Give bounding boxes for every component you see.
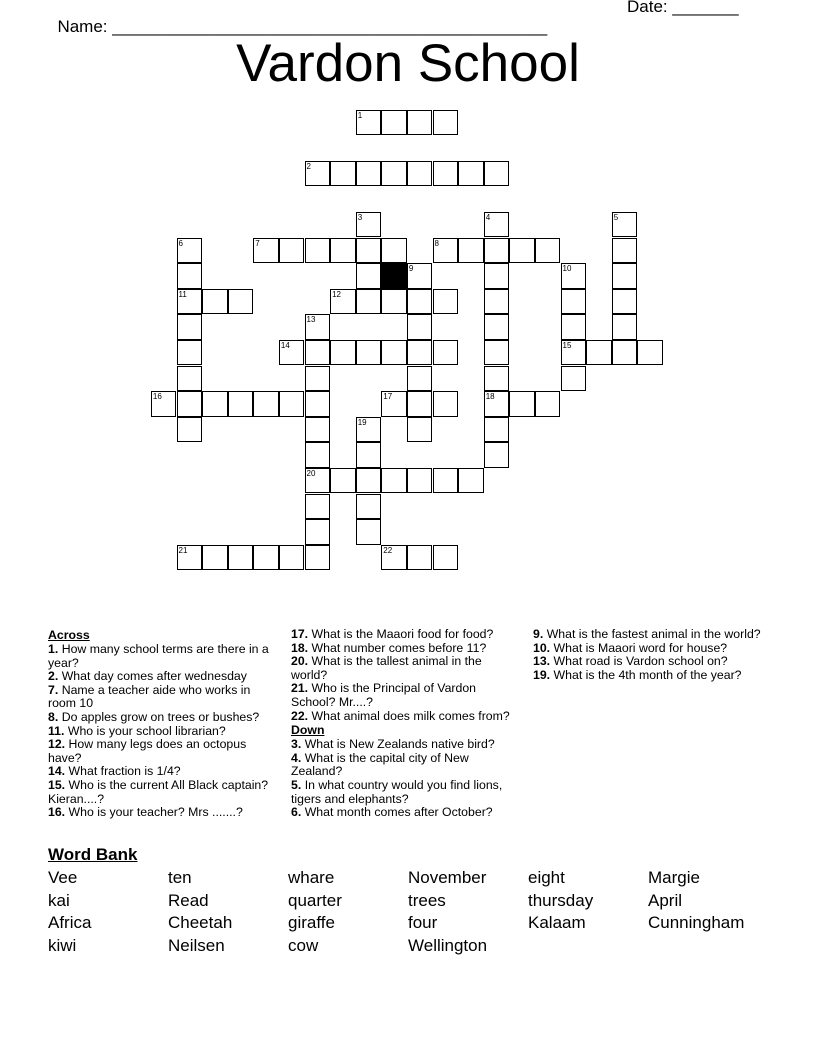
clue-text: What is New Zealands native bird? (304, 737, 495, 752)
grid-cell[interactable] (177, 263, 203, 289)
clue-item (48, 765, 278, 779)
clue-item (533, 669, 763, 683)
word-bank-word: kai (48, 890, 70, 910)
grid-cell[interactable] (407, 314, 433, 340)
clue-item (48, 806, 278, 820)
clue-text: In what country would you find lions, tigers and elephants? (291, 777, 503, 806)
grid-cell[interactable] (253, 391, 279, 417)
clue-number: 19 (357, 417, 367, 427)
grid-cell[interactable] (305, 161, 331, 187)
clue-number: 20. (291, 654, 309, 669)
word-bank-word: Africa (48, 913, 92, 933)
word-bank-word: four (408, 913, 438, 933)
grid-cell[interactable] (561, 366, 587, 392)
grid-cell[interactable] (356, 519, 382, 545)
grid-cell[interactable] (484, 340, 510, 366)
clue-text: Who is the Principal of Vardon School? Mr....? (291, 681, 477, 709)
clue-number: 18. (291, 640, 309, 655)
clue-text: How many school terms are there in a year? (48, 642, 269, 670)
clue-number: 15 (562, 340, 572, 350)
clue-number: 13. (533, 654, 551, 669)
clue-item (291, 779, 521, 806)
clue-item (48, 779, 278, 806)
clue-item (291, 738, 521, 752)
clue-text: What number comes before 11? (311, 640, 487, 655)
grid-cell[interactable] (177, 289, 203, 315)
clue-number: 17 (383, 392, 393, 402)
clue-number: 14. (48, 764, 66, 779)
grid-cell[interactable] (279, 391, 305, 417)
clue-number: 12. (48, 737, 66, 752)
grid-cell[interactable] (484, 289, 510, 315)
clue-number: 5. (291, 777, 302, 792)
grid-cell[interactable] (484, 212, 510, 238)
grid-cell[interactable] (484, 238, 510, 264)
clue-number: 3 (357, 212, 363, 222)
grid-cell[interactable] (407, 366, 433, 392)
clue-number: 10. (533, 640, 551, 655)
clue-text: What day comes after wednesday (61, 669, 247, 684)
grid-cell[interactable] (484, 417, 510, 443)
grid-cell[interactable] (279, 545, 305, 571)
grid-cell[interactable] (305, 468, 331, 494)
grid-cell[interactable] (407, 468, 433, 494)
grid-cell[interactable] (356, 110, 382, 136)
grid-cell[interactable] (177, 340, 203, 366)
clue-number: 1. (48, 642, 59, 656)
word-bank-word: whare (288, 868, 335, 887)
clue-number: 6. (291, 805, 302, 820)
grid-cell[interactable] (561, 263, 587, 289)
clue-text: What is the fastest animal in the world? (546, 627, 761, 641)
grid-cell[interactable] (305, 494, 331, 520)
grid-cell[interactable] (612, 238, 638, 264)
grid-cell[interactable] (612, 314, 638, 340)
grid-cell[interactable] (330, 340, 356, 366)
grid-cell[interactable] (381, 289, 407, 315)
grid-cell[interactable] (561, 289, 587, 315)
grid-cell[interactable] (381, 468, 407, 494)
grid-cell[interactable] (228, 391, 254, 417)
clue-number: 13 (306, 315, 316, 325)
grid-cell[interactable] (407, 289, 433, 315)
clue-text: Who is your school librarian? (67, 723, 226, 738)
clue-number: 11 (178, 289, 187, 299)
grid-cell[interactable] (433, 161, 459, 187)
clue-item (48, 738, 278, 765)
word-bank-title: Word Bank (48, 845, 138, 864)
word-bank-word: Neilsen (168, 936, 225, 956)
clue-number: 22 (383, 545, 393, 555)
grid-cell[interactable] (407, 417, 433, 443)
grid-cell[interactable] (305, 366, 331, 392)
grid-cell[interactable] (381, 161, 407, 187)
clue-number: 19. (533, 667, 551, 682)
clue-number: 6 (178, 238, 183, 248)
grid-cell[interactable] (433, 391, 459, 417)
clues-column-2 (291, 628, 521, 820)
word-bank-word: Read (168, 890, 209, 910)
clue-text: Who is your teacher? Mrs .......? (68, 805, 243, 820)
grid-cell[interactable] (433, 468, 459, 494)
word-bank-word: Cheetah (168, 913, 233, 933)
grid-cell[interactable] (177, 314, 203, 340)
name-field-label[interactable]: Name: ______________________________________________ (57, 17, 548, 36)
clue-item (291, 642, 521, 656)
clue-text: What fraction is 1/4? (68, 764, 181, 779)
clue-item (48, 684, 278, 711)
grid-cell[interactable] (458, 468, 484, 494)
clue-text: What road is Vardon school on? (553, 654, 728, 669)
clue-text: Name a teacher aide who works in room 10 (48, 682, 251, 711)
grid-cell[interactable] (433, 238, 459, 264)
word-bank-word: April (648, 890, 683, 910)
grid-cell[interactable] (561, 340, 587, 366)
grid-cell[interactable] (535, 391, 561, 417)
down-heading: Down (291, 723, 325, 738)
grid-cell[interactable] (381, 238, 407, 264)
grid-cell[interactable] (381, 391, 407, 417)
grid-cell[interactable] (484, 314, 510, 340)
grid-cell[interactable] (253, 545, 279, 571)
grid-cell[interactable] (330, 468, 356, 494)
clue-number: 16 (152, 392, 162, 402)
grid-cell[interactable] (305, 442, 331, 468)
word-bank-word: quarter (288, 890, 342, 910)
clue-number: 3. (291, 737, 302, 752)
grid-cell[interactable] (177, 366, 203, 392)
across-heading: Across (48, 628, 90, 642)
grid-cell[interactable] (151, 391, 177, 417)
clue-text: What month comes after October? (304, 805, 493, 820)
word-bank-word: Vee (48, 868, 78, 887)
grid-cell[interactable] (228, 289, 254, 315)
grid-cell[interactable] (484, 366, 510, 392)
clue-number: 8. (48, 709, 59, 724)
grid-cell[interactable] (356, 289, 382, 315)
clue-item (291, 710, 521, 724)
clue-number: 21 (178, 545, 188, 555)
grid-cell[interactable] (484, 263, 510, 289)
grid-cell[interactable] (177, 238, 203, 264)
word-bank-word: Kalaam (528, 913, 586, 933)
grid-cell[interactable] (407, 161, 433, 187)
clue-text: What is the capital city of New Zealand? (291, 750, 469, 779)
grid-cell[interactable] (305, 391, 331, 417)
clue-text: Do apples grow on trees or bushes? (61, 709, 260, 724)
clue-text: What is the tallest animal in the world? (291, 654, 482, 682)
grid-cell[interactable] (330, 238, 356, 264)
word-bank-word: kiwi (48, 936, 77, 956)
grid-cell[interactable] (305, 314, 331, 340)
clue-number: 17. (291, 627, 309, 641)
grid-cell[interactable] (177, 545, 203, 571)
grid-cell[interactable] (407, 110, 433, 136)
grid-cell[interactable] (433, 110, 459, 136)
clue-number: 4 (485, 212, 491, 222)
grid-cell[interactable] (177, 417, 203, 443)
clue-item (533, 628, 763, 642)
grid-cell[interactable] (612, 289, 638, 315)
grid-cell[interactable] (356, 494, 382, 520)
black-cell (381, 263, 407, 289)
clue-item (291, 752, 521, 779)
grid-cell[interactable] (484, 161, 510, 187)
clue-item (48, 643, 278, 670)
clue-number: 15. (48, 777, 66, 792)
clue-number: 4. (291, 750, 302, 765)
word-bank-word: ten (168, 868, 192, 887)
clue-number: 9 (408, 264, 414, 274)
grid-cell[interactable] (484, 442, 510, 468)
clue-item (48, 725, 278, 739)
clue-item (48, 670, 278, 684)
grid-cell[interactable] (279, 340, 305, 366)
grid-cell[interactable] (202, 545, 228, 571)
grid-cell[interactable] (407, 340, 433, 366)
grid-cell[interactable] (433, 289, 459, 315)
grid-cell[interactable] (253, 238, 279, 264)
clue-number: 9. (533, 627, 544, 641)
clue-item (291, 628, 521, 642)
grid-cell[interactable] (381, 340, 407, 366)
grid-cell[interactable] (177, 391, 203, 417)
clue-item (291, 655, 521, 682)
grid-cell[interactable] (381, 545, 407, 571)
clue-text: What is the Maaori food for food? (311, 627, 494, 641)
grid-cell[interactable] (612, 340, 638, 366)
grid-cell[interactable] (458, 238, 484, 264)
grid-cell[interactable] (509, 391, 535, 417)
clue-text: What is the 4th month of the year? (553, 667, 742, 682)
grid-cell[interactable] (356, 161, 382, 187)
grid-cell[interactable] (279, 238, 305, 264)
grid-cell[interactable] (330, 289, 356, 315)
word-bank-word: cow (288, 936, 319, 956)
grid-cell[interactable] (202, 391, 228, 417)
word-bank-word: Margie (648, 868, 700, 887)
word-bank-word: Cunningham (648, 913, 745, 933)
grid-cell[interactable] (228, 545, 254, 571)
grid-cell[interactable] (356, 238, 382, 264)
clue-text: What is Maaori word for house? (553, 640, 728, 655)
grid-cell[interactable] (535, 238, 561, 264)
grid-cell[interactable] (484, 391, 510, 417)
clue-number: 14 (280, 340, 290, 350)
clue-number: 11. (48, 723, 65, 738)
clue-number: 10 (562, 264, 572, 274)
clue-item (291, 806, 521, 820)
grid-cell[interactable] (612, 212, 638, 238)
clue-number: 1 (357, 110, 363, 120)
grid-cell[interactable] (305, 519, 331, 545)
grid-cell[interactable] (509, 238, 535, 264)
grid-cell[interactable] (356, 212, 382, 238)
word-bank-word: thursday (528, 890, 594, 910)
grid-cell[interactable] (407, 263, 433, 289)
grid-cell[interactable] (356, 340, 382, 366)
clue-text: What animal does milk comes from? (311, 708, 510, 723)
clue-item (48, 711, 278, 725)
clues-column-1 (48, 628, 278, 820)
clues-column-3 (533, 628, 763, 682)
page-title: Vardon School (236, 34, 580, 93)
clue-item (533, 642, 763, 656)
clue-number: 21. (291, 681, 309, 696)
word-bank-word: November (408, 868, 487, 887)
clue-number: 22. (291, 708, 309, 723)
clue-number: 2. (48, 669, 59, 684)
word-bank-word: trees (408, 890, 446, 910)
grid-cell[interactable] (407, 545, 433, 571)
clue-number: 16. (48, 805, 66, 820)
grid-cell[interactable] (330, 161, 356, 187)
grid-cell[interactable] (433, 340, 459, 366)
clue-item (533, 655, 763, 669)
grid-cell[interactable] (305, 545, 331, 571)
grid-cell[interactable] (356, 263, 382, 289)
clue-number: 12 (332, 289, 341, 299)
grid-cell[interactable] (637, 340, 663, 366)
clue-item (291, 682, 521, 709)
grid-cell[interactable] (202, 289, 228, 315)
grid-cell[interactable] (612, 263, 638, 289)
grid-cell[interactable] (381, 110, 407, 136)
grid-cell[interactable] (356, 417, 382, 443)
clue-number: 20 (306, 468, 316, 478)
grid-cell[interactable] (561, 314, 587, 340)
word-bank-word: eight (528, 868, 565, 887)
clue-number: 7 (255, 238, 260, 248)
clue-number: 5 (613, 212, 619, 222)
grid-cell[interactable] (433, 545, 459, 571)
grid-cell[interactable] (305, 238, 331, 264)
grid-cell[interactable] (305, 340, 331, 366)
grid-cell[interactable] (356, 442, 382, 468)
date-field-label[interactable]: Date: _______ (627, 0, 739, 16)
grid-cell[interactable] (305, 417, 331, 443)
clue-number: 2 (306, 161, 311, 171)
grid-cell[interactable] (458, 161, 484, 187)
word-bank-word: giraffe (288, 913, 335, 933)
clue-number: 7. (48, 682, 59, 697)
grid-cell[interactable] (407, 391, 433, 417)
grid-cell[interactable] (586, 340, 612, 366)
grid-cell[interactable] (356, 468, 382, 494)
clue-text: Who is the current All Black captain? Kieran....? (48, 777, 269, 806)
clue-number: 8 (434, 238, 439, 248)
clue-text: How many legs does an octopus have? (48, 737, 247, 765)
word-bank-word: Wellington (408, 936, 488, 956)
clue-number: 18 (485, 392, 495, 402)
